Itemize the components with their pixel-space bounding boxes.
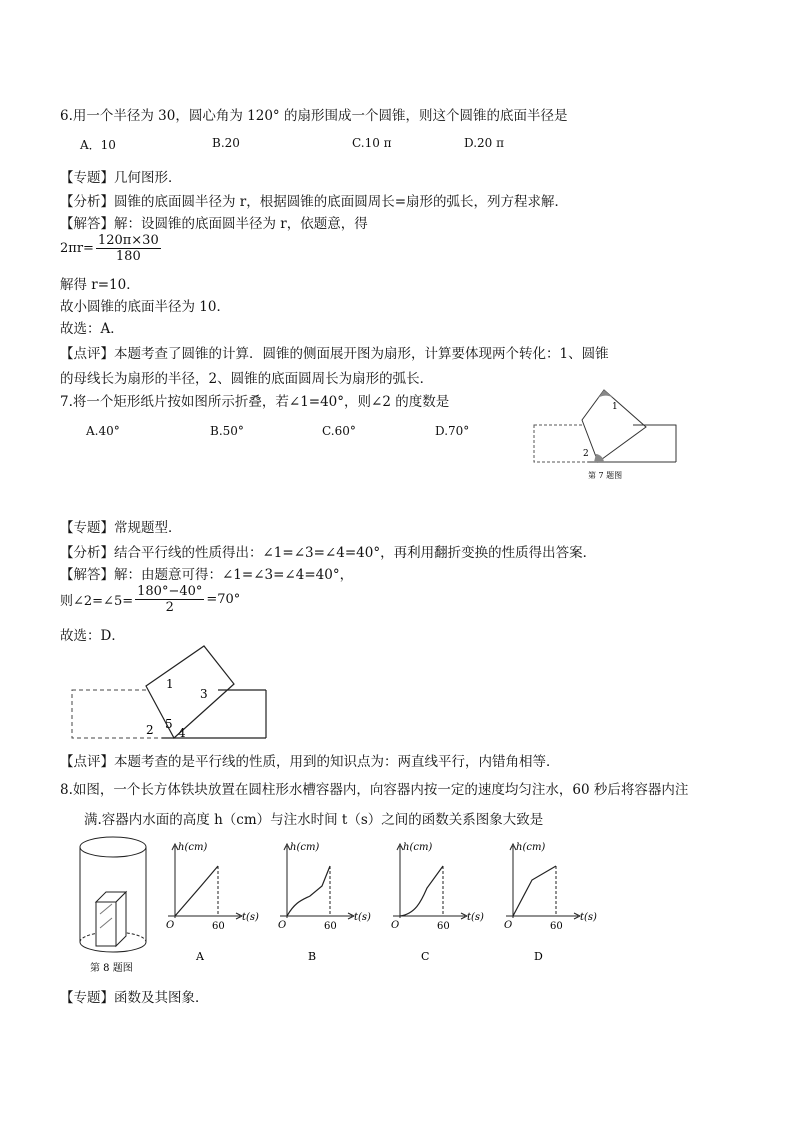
q7-eq-fraction xyxy=(135,584,204,615)
graph-curve xyxy=(287,866,330,916)
q7-solution-figure xyxy=(68,640,273,745)
option-letter: B xyxy=(308,950,317,963)
origin-label: O xyxy=(391,920,400,931)
x-axis-label: t(s) xyxy=(354,912,371,923)
q6-eq-denominator: 180 xyxy=(115,249,141,264)
q6-comment-1: 【点评】本题考查了圆锥的计算．圆锥的侧面展开图为扇形，计算要体现两个转化：1、圆锥 xyxy=(60,346,609,362)
q6-topic: 【专题】几何图形． xyxy=(60,170,182,186)
q7-solution: 【解答】解：由题意可得：∠1=∠3=∠4=40°， xyxy=(60,567,354,583)
q7-folded-part xyxy=(582,390,646,462)
y-axis-label: h(cm) xyxy=(403,842,433,853)
q6-option-b: B.20 xyxy=(212,136,240,150)
q7-eq-denominator: 2 xyxy=(165,600,174,615)
origin-label: O xyxy=(278,920,287,931)
graph-curve xyxy=(175,866,218,916)
q7-topic: 【专题】常规题型． xyxy=(60,520,182,536)
q7-option-c: C.60° xyxy=(322,424,356,438)
q6-equation xyxy=(60,233,163,264)
q8-graph-c[interactable] xyxy=(383,838,495,968)
q8-graph-d[interactable] xyxy=(496,838,608,968)
q8-cylinder-figure xyxy=(70,832,160,977)
tick-60-label: 60 xyxy=(324,921,337,932)
q7-eq-left: 则∠2=∠5= xyxy=(60,594,134,609)
q6-stem: 6.用一个半径为 30，圆心角为 120° 的扇形围成一个圆锥，则这个圆锥的底面半径是 xyxy=(60,108,568,124)
sol-label-2: 2 xyxy=(146,723,154,737)
q6-analysis: 【分析】圆锥的底面圆半径为 r，根据圆锥的底面圆周长=扇形的弧长，列方程求解． xyxy=(60,194,569,210)
q8-topic: 【专题】函数及其图象． xyxy=(60,990,209,1006)
origin-label: O xyxy=(504,920,513,931)
q8-figure-caption: 第 8 题图 xyxy=(90,963,133,974)
x-axis-label: t(s) xyxy=(242,912,259,923)
tick-60-label: 60 xyxy=(437,921,450,932)
option-letter: C xyxy=(421,950,430,963)
q8-stem-1: 8.如图，一个长方体铁块放置在圆柱形水槽容器内，向容器内按一定的速度均匀注水，60 秒后将容器内注 xyxy=(60,782,689,798)
q6-eq-numerator: 120π×30 xyxy=(97,233,159,248)
q7-label-2: 2 xyxy=(583,449,589,459)
option-letter: A xyxy=(196,950,204,963)
y-axis-label: h(cm) xyxy=(178,842,208,853)
q7-label-1: 1 xyxy=(612,402,618,412)
q6-eq-left: 2πr= xyxy=(60,241,94,256)
q7-option-d: D.70° xyxy=(435,424,470,438)
q7-stem: 7.将一个矩形纸片按如图所示折叠，若∠1=40°，则∠2 的度数是 xyxy=(60,394,450,410)
q7-option-a: A.40° xyxy=(86,424,120,438)
q7-eq-right: =70° xyxy=(206,592,241,607)
sol-label-4: 4 xyxy=(178,726,186,740)
q8-stem-2: 满.容器内水面的高度 h（cm）与注水时间 t（s）之间的函数关系图象大致是 xyxy=(84,812,544,828)
q7-comment: 【点评】本题考查的是平行线的性质，用到的知识点为：两直线平行，内错角相等． xyxy=(60,754,560,770)
q6-eq-fraction xyxy=(96,233,161,264)
x-axis-label: t(s) xyxy=(580,912,597,923)
q7-option-b: B.50° xyxy=(210,424,244,438)
q7-eq-numerator: 180°−40° xyxy=(137,584,203,599)
q7-choice: 故选：D． xyxy=(60,628,125,644)
origin-label: O xyxy=(166,920,175,931)
sol-label-3: 3 xyxy=(200,687,208,701)
tick-60-label: 60 xyxy=(550,921,563,932)
q6-solution-intro: 【解答】解：设圆锥的底面圆半径为 r，依题意，得 xyxy=(60,216,368,232)
graph-curve xyxy=(513,866,556,916)
cylinder-top xyxy=(80,837,146,857)
sol-label-1: 1 xyxy=(166,677,174,691)
q6-choice: 故选：A． xyxy=(60,321,124,337)
q6-comment-2: 的母线长为扇形的半径，2、圆锥的底面圆周长为扇形的弧长． xyxy=(60,371,434,387)
q6-option-a: A．10 xyxy=(80,138,116,152)
q6-result-1: 解得 r=10． xyxy=(60,277,140,293)
sol-folded-part xyxy=(146,646,234,738)
graph-curve xyxy=(400,866,443,916)
q7-figure-caption: 第 7 题图 xyxy=(588,471,623,480)
option-letter: D xyxy=(534,950,543,963)
y-axis-label: h(cm) xyxy=(290,842,320,853)
q7-equation xyxy=(60,584,240,615)
q7-figure xyxy=(528,385,688,485)
sol-label-5: 5 xyxy=(165,717,173,731)
q6-result-2: 故小圆锥的底面半径为 10． xyxy=(60,299,230,315)
q6-option-c: C.10 π xyxy=(352,136,392,150)
x-axis-label: t(s) xyxy=(467,912,484,923)
y-axis-label: h(cm) xyxy=(516,842,546,853)
q8-graph-b[interactable] xyxy=(270,838,382,968)
tick-60-label: 60 xyxy=(212,921,225,932)
q6-option-d: D.20 π xyxy=(464,136,504,150)
q7-analysis: 【分析】结合平行线的性质得出：∠1=∠3=∠4=40°，再利用翻折变换的性质得出答案． xyxy=(60,545,597,561)
q8-graph-a[interactable] xyxy=(158,838,270,968)
block-side xyxy=(116,892,126,946)
